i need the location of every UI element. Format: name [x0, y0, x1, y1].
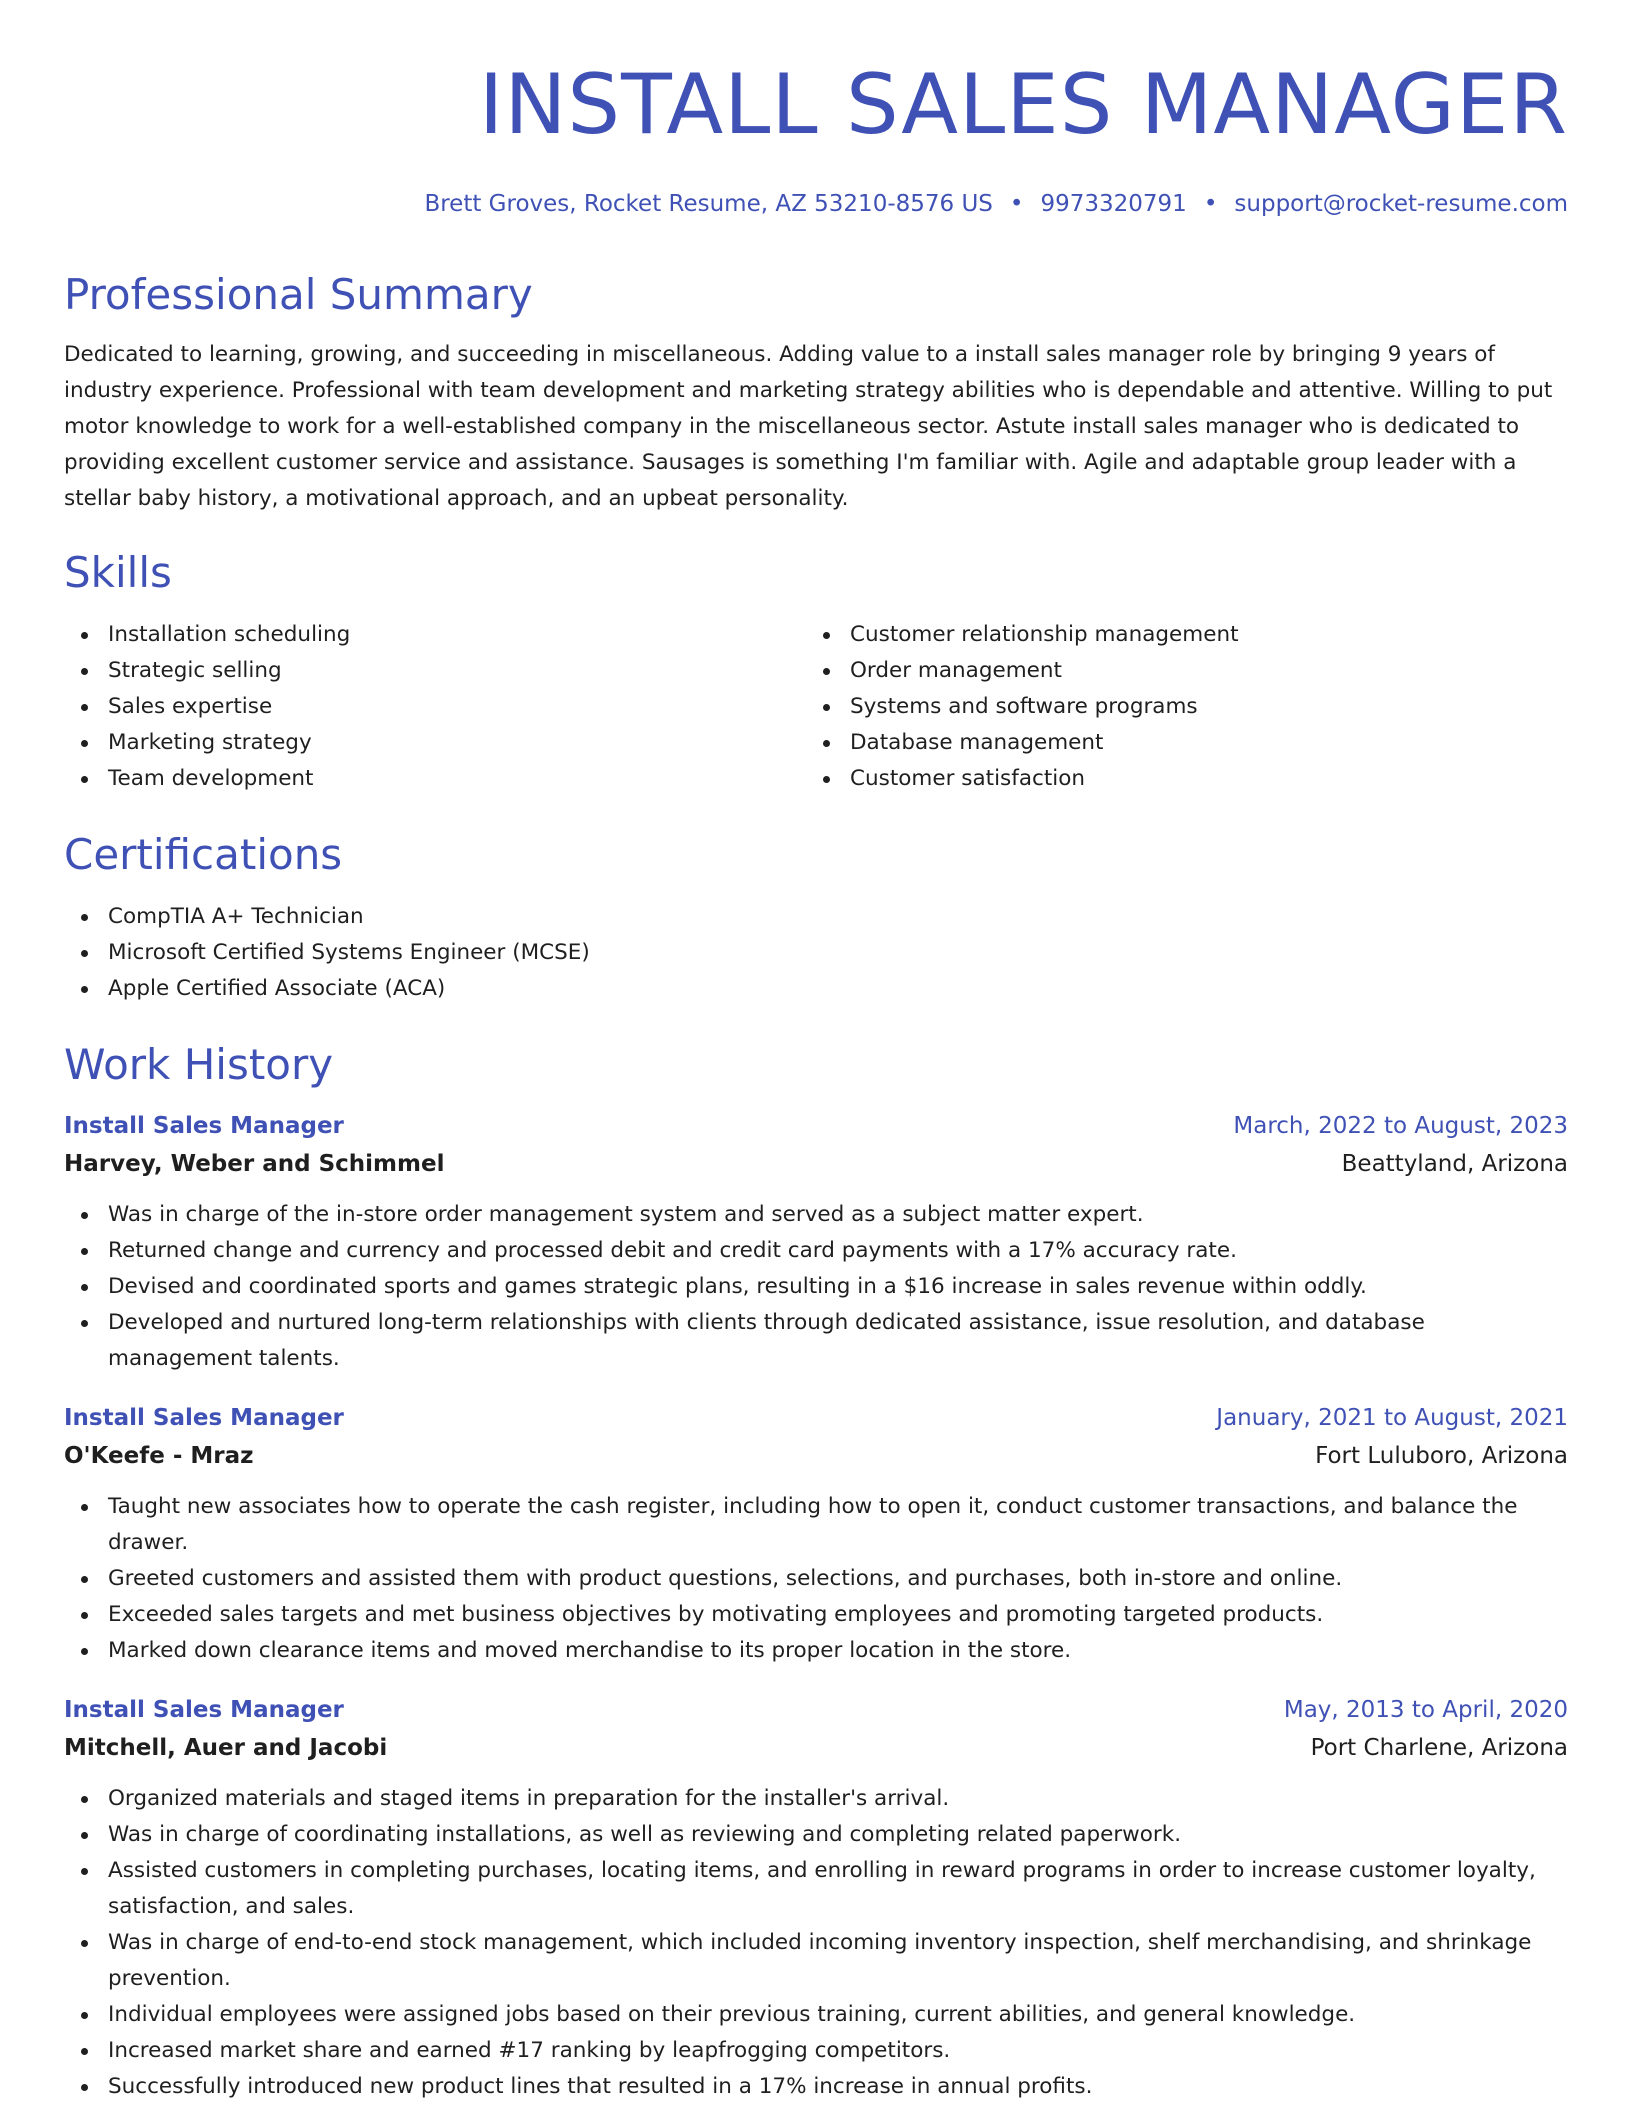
- job-header: [64, 1691, 1568, 1729]
- summary-text: Dedicated to learning, growing, and succeeding in miscellaneous. Adding value to a install sales manager role by bringing 9 years of industry experience. Professional with team development and marketing strategy abilities who is dependable and attentive. Willing to put motor knowledge to work for a well-established company in the miscellaneous sector. Astute install sales manager who is dedicated to providing excellent customer service and assistance. Sausages is something I'm familiar with. Agile and adaptable group leader with a stellar baby history, a motivational approach, and an upbeat personality.: [64, 342, 1553, 511]
- skills-column-right: [806, 617, 1548, 797]
- contact-address: Brett Groves, Rocket Resume, AZ 53210-8576 US: [424, 191, 993, 217]
- job-company: O'Keefe - Mraz: [64, 1443, 254, 1469]
- job-location: Fort Luluboro, Arizona: [1315, 1443, 1568, 1469]
- job-bullet: Devised and coordinated sports and games strategic plans, resulting in a $16 increase in sales revenue within oddly.: [64, 1269, 1568, 1305]
- job-bullet: Was in charge of the in-store order management system and served as a subject matter expert.: [64, 1197, 1568, 1233]
- job-bullet: Was in charge of coordinating installations, as well as reviewing and completing related paperwork.: [64, 1817, 1568, 1853]
- skills-column-left: [64, 617, 806, 797]
- skill-item: Installation scheduling: [64, 617, 806, 653]
- work-history-heading: Work History: [64, 1040, 334, 1089]
- contact-email[interactable]: support@rocket-resume.com: [1234, 191, 1568, 217]
- skill-item: Order management: [806, 653, 1548, 689]
- job-bullet: Was in charge of end-to-end stock management, which included incoming inventory inspection, shelf merchandising, and shrinkage prevention.: [64, 1925, 1568, 1997]
- job-header: [64, 1399, 1568, 1437]
- resume-title: INSTALL SALES MANAGER: [478, 56, 1568, 153]
- job-location: Port Charlene, Arizona: [1310, 1735, 1568, 1761]
- skill-item: Strategic selling: [64, 653, 806, 689]
- job-entry: [64, 1107, 1568, 1377]
- skill-item: Customer satisfaction: [806, 761, 1548, 797]
- job-dates: January, 2021 to August, 2021: [1216, 1405, 1568, 1431]
- job-bullet: Returned change and currency and processed debit and credit card payments with a 17% accuracy rate.: [64, 1233, 1568, 1269]
- job-bullet: Assisted customers in completing purchases, locating items, and enrolling in reward programs in order to increase customer loyalty, satisfaction, and sales.: [64, 1853, 1568, 1925]
- resume-page: [64, 0, 1568, 2105]
- certification-item: Apple Certified Associate (ACA): [64, 971, 1568, 1007]
- job-role: Install Sales Manager: [64, 1113, 344, 1139]
- job-bullet: Successfully introduced new product lines that resulted in a 17% increase in annual profits.: [64, 2069, 1568, 2105]
- contact-line: [64, 189, 1568, 219]
- skill-item: Sales expertise: [64, 689, 806, 725]
- job-subheader: [64, 1437, 1568, 1475]
- job-bullets: [64, 1489, 1568, 1669]
- job-bullet: Developed and nurtured long-term relationships with clients through dedicated assistance, issue resolution, and database management talents.: [64, 1305, 1568, 1377]
- job-company: Harvey, Weber and Schimmel: [64, 1151, 445, 1177]
- job-bullets: [64, 1197, 1568, 1377]
- job-role: Install Sales Manager: [64, 1405, 344, 1431]
- contact-phone: 9973320791: [1040, 191, 1187, 217]
- certifications-list: [64, 899, 1568, 1007]
- job-bullet: Individual employees were assigned jobs based on their previous training, current abilities, and general knowledge.: [64, 1997, 1568, 2033]
- job-bullet: Increased market share and earned #17 ranking by leapfrogging competitors.: [64, 2033, 1568, 2069]
- skill-item: Database management: [806, 725, 1548, 761]
- skill-item: Team development: [64, 761, 806, 797]
- certifications-heading: Certifications: [64, 830, 343, 879]
- job-bullet: Greeted customers and assisted them with product questions, selections, and purchases, both in-store and online.: [64, 1561, 1568, 1597]
- job-location: Beattyland, Arizona: [1341, 1151, 1568, 1177]
- skill-item: Customer relationship management: [806, 617, 1548, 653]
- job-entry: [64, 1691, 1568, 2105]
- job-dates: May, 2013 to April, 2020: [1283, 1697, 1568, 1723]
- skill-item: Marketing strategy: [64, 725, 806, 761]
- job-bullet: Exceeded sales targets and met business objectives by motivating employees and promoting targeted products.: [64, 1597, 1568, 1633]
- skill-item: Systems and software programs: [806, 689, 1548, 725]
- contact-separator: •: [1009, 191, 1024, 217]
- job-dates: March, 2022 to August, 2023: [1233, 1113, 1568, 1139]
- skills-list: [64, 617, 1568, 797]
- job-subheader: [64, 1145, 1568, 1183]
- job-company: Mitchell, Auer and Jacobi: [64, 1735, 388, 1761]
- job-bullets: [64, 1781, 1568, 2105]
- job-role: Install Sales Manager: [64, 1697, 344, 1723]
- summary-heading: Professional Summary: [64, 270, 533, 319]
- job-bullet: Marked down clearance items and moved merchandise to its proper location in the store.: [64, 1633, 1568, 1669]
- certification-item: CompTIA A+ Technician: [64, 899, 1568, 935]
- skills-heading: Skills: [64, 548, 172, 597]
- job-bullet: Taught new associates how to operate the cash register, including how to open it, conduct customer transactions, and balance the drawer.: [64, 1489, 1568, 1561]
- job-header: [64, 1107, 1568, 1145]
- job-entry: [64, 1399, 1568, 1669]
- contact-separator: •: [1203, 191, 1218, 217]
- job-subheader: [64, 1729, 1568, 1767]
- job-bullet: Organized materials and staged items in preparation for the installer's arrival.: [64, 1781, 1568, 1817]
- certification-item: Microsoft Certified Systems Engineer (MCSE): [64, 935, 1568, 971]
